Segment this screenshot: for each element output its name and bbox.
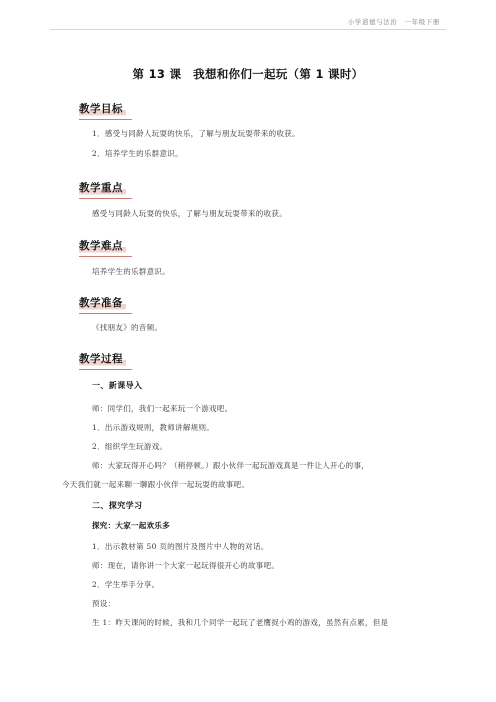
- difficulty-text: 培养学生的乐群意识。: [92, 267, 170, 276]
- prep-text: 《找朋友》的音频。: [92, 323, 163, 332]
- part2-line-4: 预设：: [92, 599, 116, 608]
- section-heading-prep: 教学准备: [79, 295, 126, 311]
- part2-line-2: 师：现在，请你讲一个大家一起玩得很开心的故事吧。: [92, 561, 280, 570]
- section-heading-key: 教学重点: [79, 180, 126, 196]
- part1-line-5: 今天我们就一起来聊一聊跟小伙伴一起玩耍的故事吧。: [62, 480, 250, 489]
- part2-line-3: 2．学生举手分享。: [92, 580, 160, 589]
- part1-line-4: 师：大家玩得开心吗？（稍停顿。）跟小伙伴一起玩游戏真是一件让人开心的事，: [92, 461, 370, 470]
- section-heading-process: 教学过程: [79, 351, 126, 367]
- part1-title: 一、新课导入: [92, 381, 143, 390]
- part1-line-2: 1．出示游戏规则，教师讲解规则。: [92, 423, 215, 432]
- section-heading-difficulty: 教学难点: [79, 238, 126, 254]
- part1-line-3: 2．组织学生玩游戏。: [92, 442, 168, 451]
- part2-line-1: 1．出示教材第 50 页的图片及图片中人物的对话。: [92, 542, 269, 551]
- goal-item-1: 1．感受与同龄人玩耍的快乐，了解与朋友玩耍带来的收获。: [92, 129, 300, 138]
- header-divider: [50, 29, 446, 30]
- part2-line-5: 生 1：昨天课间的时候，我和几个同学一起玩了老鹰捉小鸡的游戏，虽然有点累，但是: [92, 618, 389, 627]
- part2-title: 二、探究学习: [92, 501, 143, 510]
- key-text: 感受与同龄人玩耍的快乐，了解与朋友玩耍带来的收获。: [92, 209, 287, 218]
- part1-line-1: 师：同学们，我们一起来玩一个游戏吧。: [92, 404, 233, 413]
- goal-item-2: 2．培养学生的乐群意识。: [92, 149, 183, 158]
- running-header: 小学道德与法治 一年级下册: [347, 18, 440, 26]
- lesson-title: 第 13 课 我想和你们一起玩（第 1 课时）: [132, 67, 364, 81]
- part2-subtitle: 探究：大家一起欢乐多: [92, 521, 170, 530]
- section-heading-goal: 教学目标: [79, 101, 126, 117]
